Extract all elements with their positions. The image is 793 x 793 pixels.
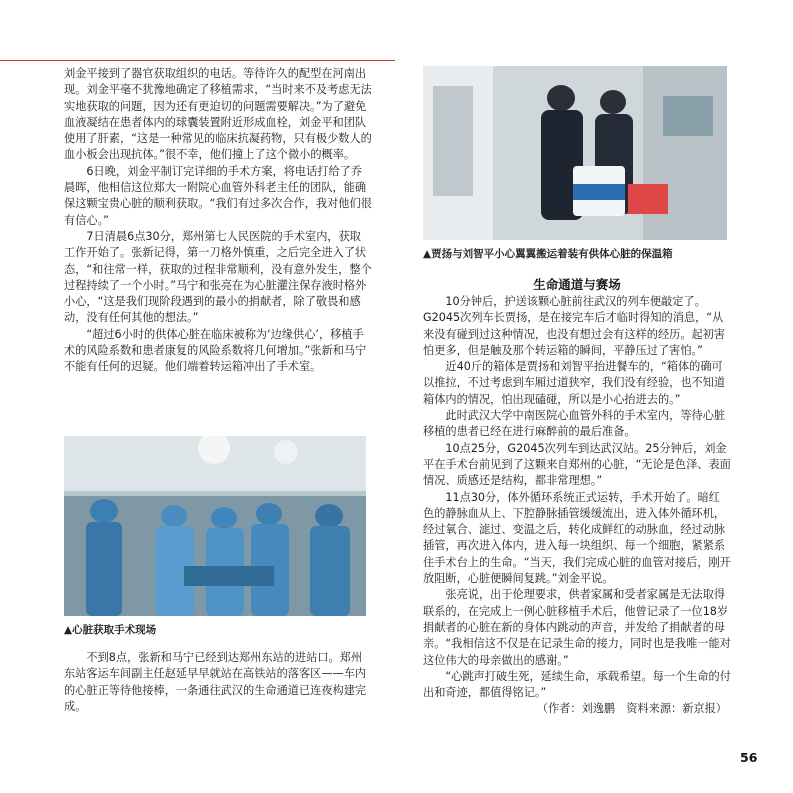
- column-left-bottom: [64, 650, 372, 715]
- paragraph: 此时武汉大学中南医院心血管外科的手术室内，等待心脏移植的患者已经在进行麻醉前的最后准备。: [423, 409, 726, 439]
- column-right: [423, 294, 731, 718]
- paragraph: 张亮说，出于伦理要求，供者家属和受者家属是无法取得联系的，在完成上一例心脏移植手术后，他曾记录了一位18岁捐献者的心脏在新的身体内跳动的声音，并发给了捐献者的母亲。“我相信这不仅是在记录生命的接力，同时也是我唯一能对这位伟大的母亲做出的感谢。”: [423, 588, 731, 667]
- paragraph: 11点30分，体外循环系统正式运转，手术开始了。暗红色的静脉血从上、下腔静脉插管缓缓流出，进入体外循环机，经过氧合、滤过、变温之后，转化成鲜红的动脉血，经过动脉插管，再次进入体内，进入每一块组织、每一个细胞，紧紧系住手术台上的生命。“当天，我们完成心脏的血管对接后，刚开放阻断，心脏便瞬间复跳。”刘金平说。: [423, 490, 731, 586]
- paragraph: 6日晚，刘金平制订完详细的手术方案，将电话打给了乔晨晖，他相信这位郑大一附院心血管外科老主任的团队，能确保这颗宝贵心脏的顺利获取。“我们有过多次合作，我对他们很有信心。”: [64, 164, 372, 227]
- column-left-top: [64, 66, 372, 376]
- page-number: 56: [740, 750, 758, 765]
- paragraph: 10点25分，G2045次列车到达武汉站。25分钟后，刘金平在手术台前见到了这颗来自郑州的心脏，“无论是色泽、表面情况、质感还是结构，都非常理想。”: [423, 441, 731, 488]
- paragraph: “心跳声打破生死，延续生命，承载希望。每一个生命的付出和奇迹，都值得铭记。”: [423, 669, 731, 700]
- paragraph: 刘金平接到了器官获取组织的电话。等待许久的配型在河南出现。刘金平毫不犹豫地确定了移植需求，“当时来不及考虑无法实地获取的问题，因为还有更迫切的问题需要解决。”为了避免血液凝结在患者体内的球囊装置附近形成血栓，刘金平和团队使用了肝素，“这是一种常见的临床抗凝药物，只有极少数人的血小板会出现抗体。”很不幸，他们撞上了这个微小的概率。: [64, 67, 372, 162]
- section-heading: 生命通道与赛场: [533, 277, 621, 292]
- paragraph: 10分钟后，护送该颗心脏前往武汉的列车便敲定了。G2045次列车长贾扬，是在接完车后才临时得知的消息，“从来没有碰到过这种情况，也没有想过会有这样的经历。起初害怕更多，但是触及那个转运箱的瞬间，平静压过了害怕。”: [423, 295, 726, 357]
- paragraph: 近40斤的箱体是贾扬和刘智平抬进餐车的，“箱体的确可以推拉，不过考虑到车厢过道狭窄，我们没有经验，也不知道箱体内的情况，怕出现磕碰，所以是小心抬进去的。”: [423, 360, 726, 406]
- paragraph: 不到8点，张新和马宁已经到达郑州东站的进站口。郑州东站客运车间副主任赵延早早就站在高铁站的落客区——车内的心脏正等待他接棒，一条通往武汉的生命通道已连夜构建完成。: [64, 651, 367, 713]
- top-rule: [0, 60, 395, 61]
- paragraph: “超过6小时的供体心脏在临床被称为‘边缘供心’，移植手术的风险系数和患者康复的风险系数将几何增加。”张新和马宁不能有任何的迟疑。他们端着转运箱冲出了手术室。: [64, 327, 367, 374]
- train-photo: [423, 66, 727, 240]
- author-credit: （作者：刘逸鹏 资料来源：新京报）: [536, 702, 727, 716]
- paragraph: 7日清晨6点30分，郑州第七人民医院的手术室内，获取工作开始了。张新记得，第一刀格外慎重，之后完全进入了状态，“和往常一样，获取的过程非常顺利，没有意外发生，整个过程持续了一个小时。”马宁和张亮在为心脏灌注保存液时格外小心，“这是我们现阶段遇到的最小的捐献者，除了敬畏和感动，没有任何其他的想法。”: [64, 229, 372, 325]
- photo-caption: ▲心脏获取手术现场: [64, 624, 157, 636]
- surgery-photo: [64, 436, 366, 616]
- photo-caption: ▲贾扬与刘智平小心翼翼搬运着装有供体心脏的保温箱: [423, 248, 673, 260]
